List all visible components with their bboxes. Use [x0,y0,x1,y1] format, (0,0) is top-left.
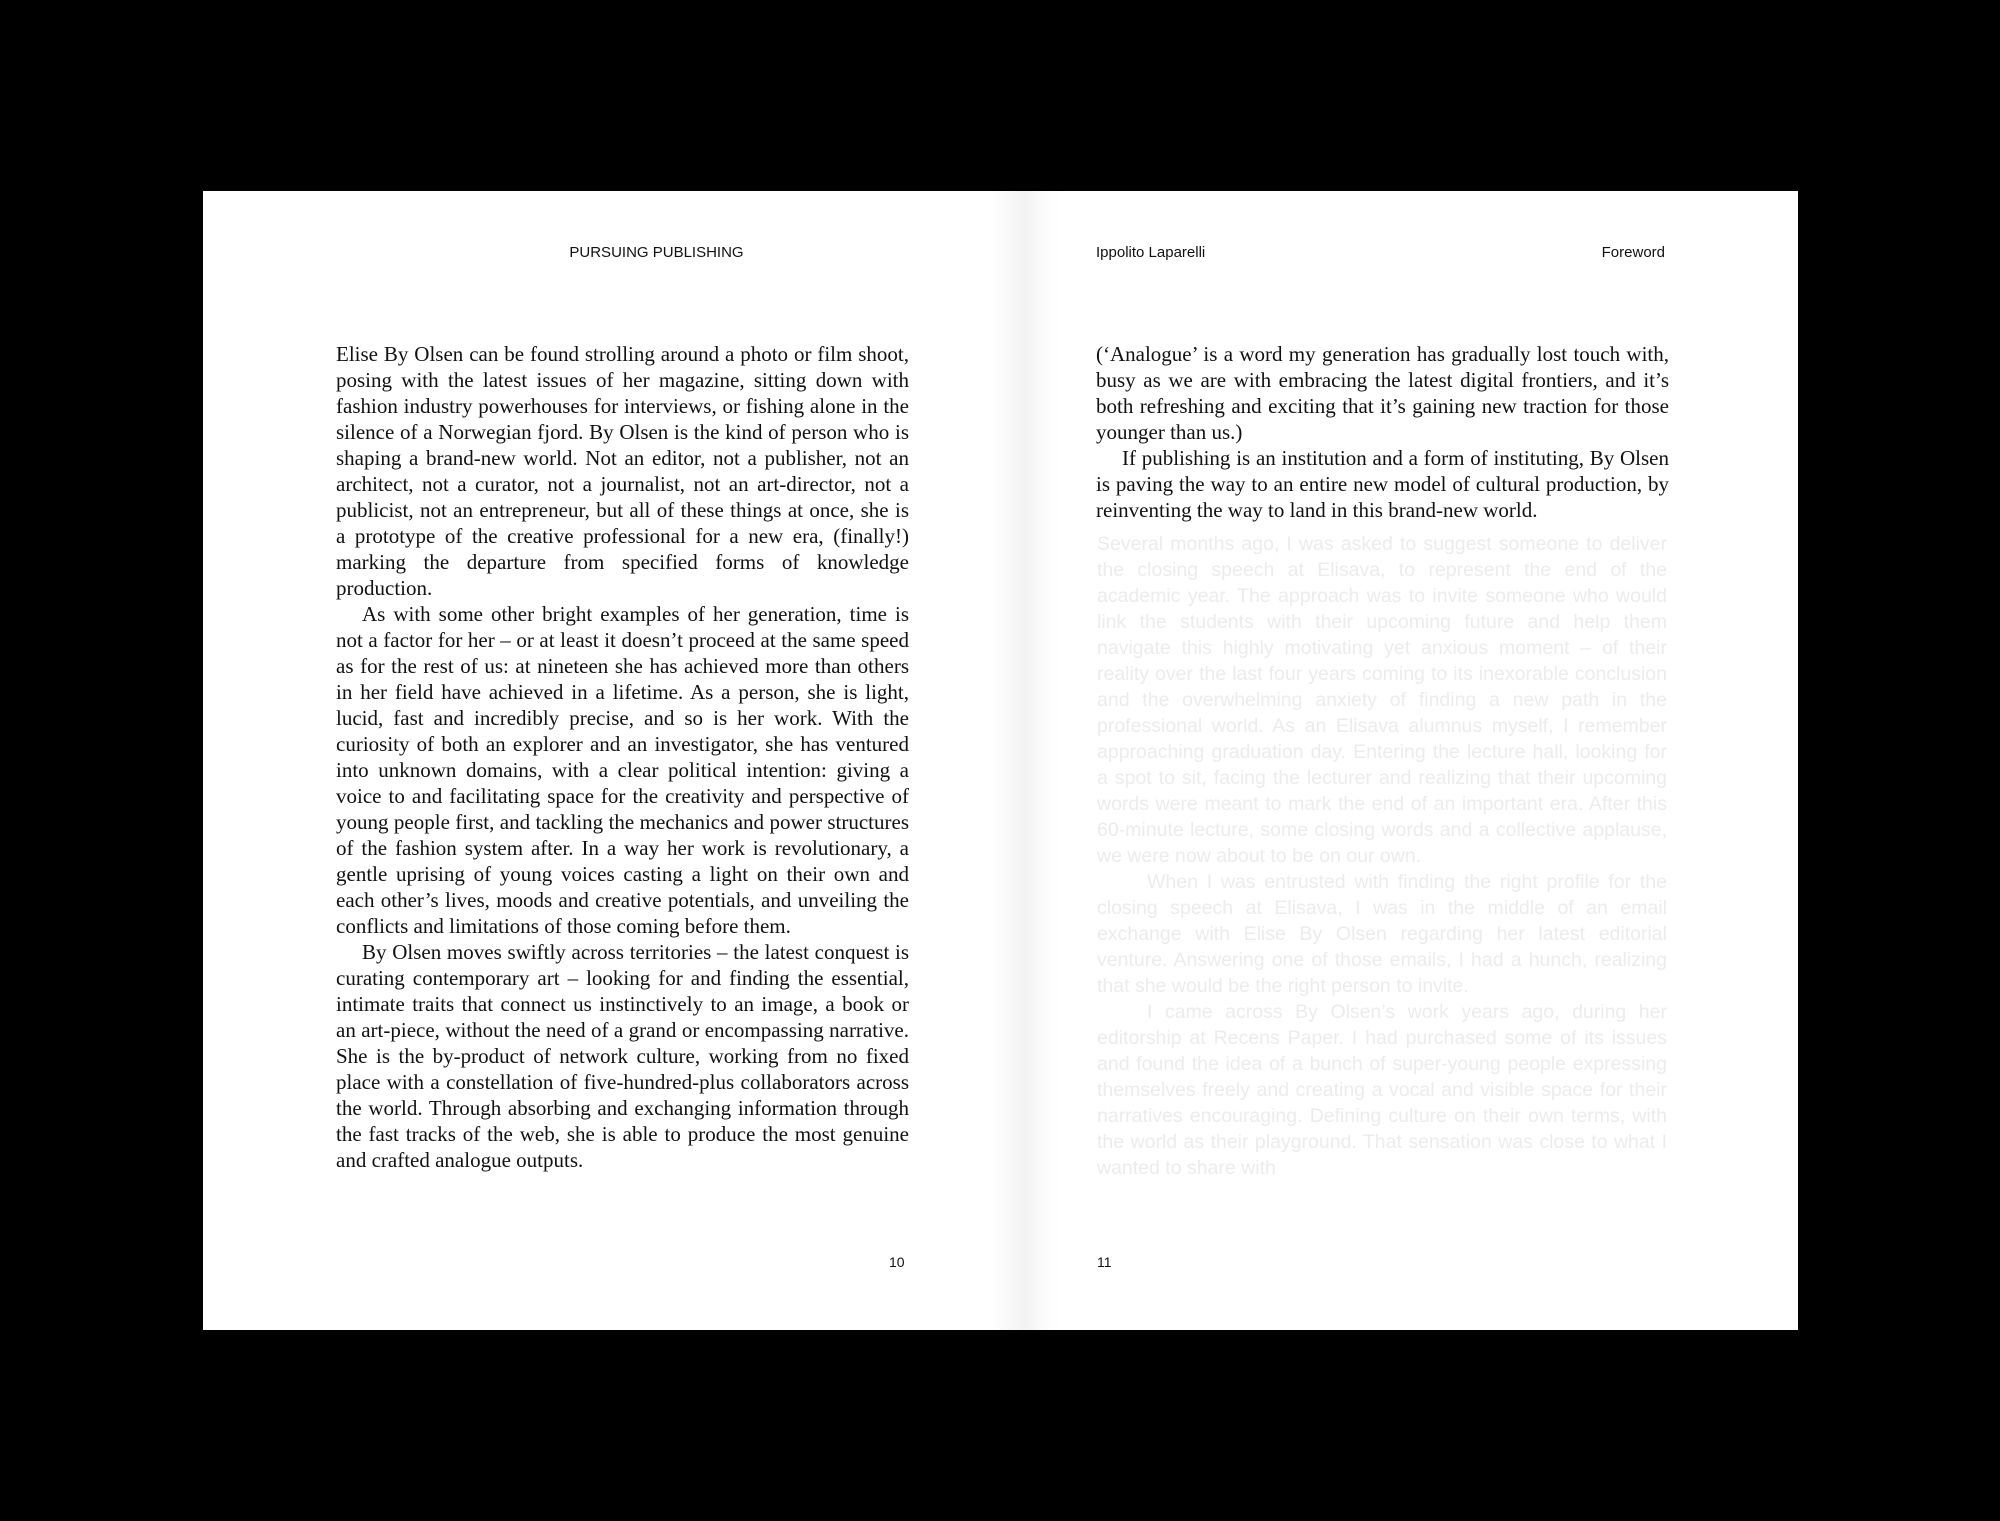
right-page-body [1096,341,1669,523]
show-through-paragraph-3: I came across By Olsen’s work years ago, during her editorship at Recens Paper. I had purchased some of its issues and found the idea of a bunch of super-young people expressing themselves freely and creating a vocal and visible space for their narratives encouraging. Defining culture on their own terms, with the world as their playground. That sensation was close to what I wanted to share with [1097,1001,1667,1179]
show-through-paragraph-1: Several months ago, I was asked to suggest someone to deliver the closing speech at Elisava, to represent the end of the academic year. The approach was to invite someone who would link the students with their upcoming future and help them navigate this highly motivating yet anxious moment – of their reality over the last four years coming to its inexorable conclusion and the overwhelming anxiety of finding a new path in the professional world. As an Elisava alumnus myself, I remember approaching graduation day. Entering the lecture hall, looking for a spot to sit, facing the lecturer and realizing that their upcoming words were meant to mark the end of an important era. After this 60-minute lecture, some closing words and a collective applause, we were now about to be on our own. [1097,533,1667,867]
left-paragraph-1: Elise By Olsen can be found strolling around a photo or film shoot, posing with the latest issues of her magazine, sitting down with fashion industry powerhouses for interviews, or fishing alone in the silence of a Norwegian fjord. By Olsen is the kind of person who is shaping a brand-new world. Not an editor, not a publisher, not an architect, not a curator, not a journalist, not an art-director, not a publicist, not an entrepreneur, but all of these things at once, she is a prototype of the creative professional for a new era, (finally!) marking the departure from specified forms of knowledge production. [336,342,909,600]
right-running-head-author: Ippolito Laparelli [1096,244,1206,261]
show-through-text [1097,531,1667,1179]
book-spread [203,191,1798,1330]
book-gutter-shadow [991,191,1061,1330]
right-paragraph-2: If publishing is an institution and a form of instituting, By Olsen is paving the way to an entire new model of cultural production, by reinventing the way to land in this brand-new world. [1096,446,1669,522]
left-page-number: 10 [889,1254,905,1270]
right-page-number: 11 [1097,1254,1112,1270]
left-page-body [336,341,909,1173]
left-paragraph-2: As with some other bright examples of her generation, time is not a factor for her – or at least it doesn’t proceed at the same speed as for the rest of us: at nineteen she has achieved more than others in her field have achieved in a lifetime. As a person, she is light, lucid, fast and incredibly precise, and so is her work. With the curiosity of both an explorer and an investigator, she has ventured into unknown domains, with a clear political intention: giving a voice to and facilitating space for the creativity and perspective of young people first, and tackling the mechanics and power structures of the fashion system after. In a way her work is revolutionary, a gentle uprising of young voices casting a light on their own and each other’s lives, moods and creative potentials, and unveiling the conflicts and limitations of those coming before them. [336,602,909,938]
show-through-paragraph-2: When I was entrusted with finding the right profile for the closing speech at Elisava, I was in the middle of an email exchange with Elise By Olsen regarding her latest editorial venture. Answering one of those emails, I had a hunch, realizing that she would be the right person to invite. [1097,871,1667,997]
right-paragraph-1: (‘Analogue’ is a word my generation has gradually lost touch with, busy as we are with embracing the latest digital frontiers, and it’s both refreshing and exciting that it’s gaining new traction for those younger than us.) [1096,342,1669,444]
right-running-head-section: Foreword [1601,244,1665,261]
left-running-head: PURSUING PUBLISHING [569,244,744,261]
left-paragraph-3: By Olsen moves swiftly across territories – the latest conquest is curating contemporary art – looking for and finding the essential, intimate traits that connect us instinctively to an image, a book or an art-piece, without the need of a grand or encompassing narrative. She is the by-product of network culture, working from no fixed place with a constellation of five-hundred-plus collaborators across the world. Through absorbing and exchanging information through the fast tracks of the web, she is able to produce the most genuine and crafted analogue outputs. [336,940,909,1172]
